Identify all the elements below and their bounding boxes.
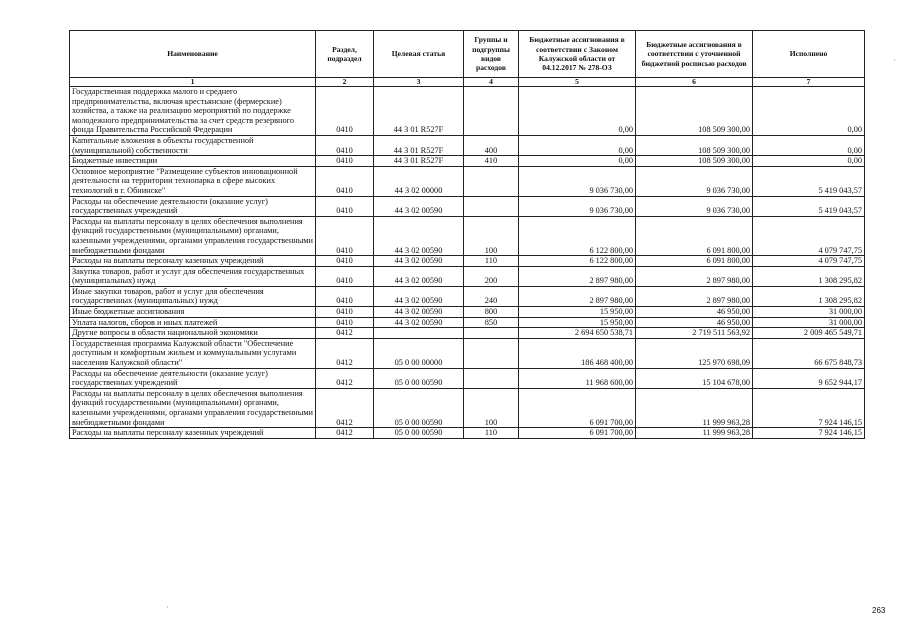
header-row — [70, 31, 865, 78]
row-name: Государственная поддержка малого и среднего предпринимательства, включая крестьянские (фермерские) хозяйства, а также на реализацию мероприятий по поддержке молодежного предпринимательства за счет средств резервного фонда Правительства Российской Федерации — [70, 87, 316, 136]
row-section: 0410 — [316, 216, 374, 255]
table-row — [70, 166, 865, 196]
row-name: Расходы на выплаты персоналу казенных учреждений — [70, 256, 316, 267]
row-executed: 4 079 747,75 — [753, 216, 865, 255]
row-section: 0410 — [316, 196, 374, 216]
row-assigned-updated: 9 036 730,00 — [636, 196, 753, 216]
row-assigned-law: 2 897 980,00 — [519, 266, 636, 286]
table-row — [70, 317, 865, 328]
row-group: 100 — [464, 388, 519, 427]
row-target: 05 0 00 00590 — [374, 368, 464, 388]
column-number: 4 — [464, 78, 519, 87]
row-name: Капитальные вложения в объекты государственной (муниципальной) собственности — [70, 135, 316, 155]
table-body — [70, 87, 865, 439]
row-section: 0412 — [316, 338, 374, 368]
row-assigned-law: 0,00 — [519, 135, 636, 155]
table-row — [70, 266, 865, 286]
row-executed: 7 924 146,15 — [753, 388, 865, 427]
row-group — [464, 328, 519, 339]
row-group: 400 — [464, 135, 519, 155]
row-target: 44 3 01 R527F — [374, 156, 464, 167]
header-assigned-law: Бюджетные ассигнования в соответствии с Законом Калужской области от 04.12.2017 № 278-ОЗ — [519, 31, 636, 78]
row-assigned-updated: 46 950,00 — [636, 307, 753, 318]
row-section: 0412 — [316, 328, 374, 339]
row-assigned-law: 15 950,00 — [519, 317, 636, 328]
table-row — [70, 388, 865, 427]
header-section: Раздел, подраздел — [316, 31, 374, 78]
header-name: Наименование — [70, 31, 316, 78]
row-target: 44 3 02 00590 — [374, 256, 464, 267]
row-assigned-law: 6 122 800,00 — [519, 216, 636, 255]
row-assigned-law: 186 468 400,00 — [519, 338, 636, 368]
row-assigned-updated: 6 091 800,00 — [636, 256, 753, 267]
row-assigned-law: 11 968 600,00 — [519, 368, 636, 388]
scan-mark: · — [893, 56, 896, 65]
row-executed: 7 924 146,15 — [753, 428, 865, 439]
row-assigned-law: 6 122 800,00 — [519, 256, 636, 267]
row-assigned-law: 2 694 650 538,71 — [519, 328, 636, 339]
column-number: 7 — [753, 78, 865, 87]
row-assigned-updated: 108 509 300,00 — [636, 156, 753, 167]
header-executed: Исполнено — [753, 31, 865, 78]
row-group: 800 — [464, 307, 519, 318]
row-group: 200 — [464, 266, 519, 286]
row-executed: 1 308 295,82 — [753, 266, 865, 286]
row-section: 0410 — [316, 256, 374, 267]
row-section: 0410 — [316, 166, 374, 196]
table-row — [70, 216, 865, 255]
row-target: 44 3 02 00590 — [374, 317, 464, 328]
row-assigned-law: 15 950,00 — [519, 307, 636, 318]
table-row — [70, 338, 865, 368]
row-target: 05 0 00 00000 — [374, 338, 464, 368]
row-name: Расходы на выплаты персоналу в целях обеспечения выполнения функций государственными (муниципальными) органами, казенными учреждениями, органами управления государственными внебюджетными фондами — [70, 388, 316, 427]
row-section: 0412 — [316, 388, 374, 427]
scan-mark: · — [166, 603, 169, 612]
row-section: 0410 — [316, 286, 374, 306]
row-name: Бюджетные инвестиции — [70, 156, 316, 167]
row-assigned-updated: 15 104 678,00 — [636, 368, 753, 388]
row-section: 0410 — [316, 156, 374, 167]
column-number: 2 — [316, 78, 374, 87]
row-executed: 9 652 944,17 — [753, 368, 865, 388]
row-group — [464, 338, 519, 368]
table-row — [70, 156, 865, 167]
row-group: 100 — [464, 216, 519, 255]
row-assigned-updated: 108 509 300,00 — [636, 87, 753, 136]
row-assigned-law: 9 036 730,00 — [519, 166, 636, 196]
column-number: 6 — [636, 78, 753, 87]
row-group: 110 — [464, 428, 519, 439]
row-assigned-law: 2 897 980,00 — [519, 286, 636, 306]
row-section: 0412 — [316, 428, 374, 439]
row-section: 0410 — [316, 317, 374, 328]
row-executed: 2 009 465 549,71 — [753, 328, 865, 339]
row-group: 110 — [464, 256, 519, 267]
row-target: 05 0 00 00590 — [374, 428, 464, 439]
row-group — [464, 196, 519, 216]
row-name: Расходы на обеспечение деятельности (оказание услуг) государственных учреждений — [70, 368, 316, 388]
header-groups: Группы и подгруппы видов расходов — [464, 31, 519, 78]
row-executed: 5 419 043,57 — [753, 166, 865, 196]
row-executed: 0,00 — [753, 135, 865, 155]
header-assigned-updated: Бюджетные ассигнования в соответствии с уточненной бюджетной росписью расходов — [636, 31, 753, 78]
row-assigned-updated: 125 970 698,09 — [636, 338, 753, 368]
row-section: 0410 — [316, 307, 374, 318]
row-group: 240 — [464, 286, 519, 306]
row-assigned-updated: 2 897 980,00 — [636, 266, 753, 286]
row-assigned-law: 0,00 — [519, 87, 636, 136]
row-section: 0410 — [316, 87, 374, 136]
row-assigned-updated: 11 999 963,28 — [636, 388, 753, 427]
row-group — [464, 166, 519, 196]
table-row — [70, 368, 865, 388]
row-name: Уплата налогов, сборов и иных платежей — [70, 317, 316, 328]
row-assigned-law: 6 091 700,00 — [519, 388, 636, 427]
row-executed: 4 079 747,75 — [753, 256, 865, 267]
table-row — [70, 196, 865, 216]
row-target: 44 3 02 00590 — [374, 286, 464, 306]
row-target: 44 3 01 R527F — [374, 135, 464, 155]
row-section: 0412 — [316, 368, 374, 388]
row-name: Расходы на выплаты персоналу казенных учреждений — [70, 428, 316, 439]
row-executed: 5 419 043,57 — [753, 196, 865, 216]
row-executed: 31 000,00 — [753, 307, 865, 318]
column-number: 1 — [70, 78, 316, 87]
row-target: 44 3 02 00590 — [374, 307, 464, 318]
row-name: Закупка товаров, работ и услуг для обеспечения государственных (муниципальных) нужд — [70, 266, 316, 286]
row-target: 44 3 02 00590 — [374, 196, 464, 216]
row-target — [374, 328, 464, 339]
table-row — [70, 135, 865, 155]
row-name: Другие вопросы в области национальной экономики — [70, 328, 316, 339]
table-row — [70, 256, 865, 267]
row-name: Государственная программа Калужской области "Обеспечение доступным и комфортным жильем и коммунальными услугами населения Калужской области" — [70, 338, 316, 368]
row-executed: 0,00 — [753, 87, 865, 136]
row-name: Иные закупки товаров, работ и услуг для обеспечения государственных (муниципальных) нужд — [70, 286, 316, 306]
row-target: 44 3 02 00590 — [374, 216, 464, 255]
row-assigned-updated: 6 091 800,00 — [636, 216, 753, 255]
table-row — [70, 286, 865, 306]
table-row — [70, 87, 865, 136]
row-target: 05 0 00 00590 — [374, 388, 464, 427]
header-target: Целевая статья — [374, 31, 464, 78]
row-target: 44 3 02 00590 — [374, 266, 464, 286]
row-name: Основное мероприятие "Размещение субъектов инновационной деятельности на территории технопарка в сфере высоких технологий в г. Обнинске" — [70, 166, 316, 196]
column-number-row — [70, 78, 865, 87]
row-name: Расходы на выплаты персоналу в целях обеспечения выполнения функций государственными (муниципальными) органами, казенными учреждениями, органами управления государственными внебюджетными фондами — [70, 216, 316, 255]
row-group — [464, 368, 519, 388]
row-group — [464, 87, 519, 136]
row-assigned-updated: 108 509 300,00 — [636, 135, 753, 155]
column-number: 3 — [374, 78, 464, 87]
row-executed: 1 308 295,82 — [753, 286, 865, 306]
row-name: Иные бюджетные ассигнования — [70, 307, 316, 318]
row-section: 0410 — [316, 135, 374, 155]
row-assigned-updated: 46 950,00 — [636, 317, 753, 328]
row-executed: 31 000,00 — [753, 317, 865, 328]
row-assigned-law: 9 036 730,00 — [519, 196, 636, 216]
row-assigned-updated: 2 719 511 563,92 — [636, 328, 753, 339]
table-row — [70, 328, 865, 339]
row-group: 850 — [464, 317, 519, 328]
row-target: 44 3 02 00000 — [374, 166, 464, 196]
row-executed: 0,00 — [753, 156, 865, 167]
row-target: 44 3 01 R527F — [374, 87, 464, 136]
table-row — [70, 428, 865, 439]
row-name: Расходы на обеспечение деятельности (оказание услуг) государственных учреждений — [70, 196, 316, 216]
budget-table — [69, 30, 865, 439]
row-group: 410 — [464, 156, 519, 167]
row-assigned-law: 6 091 700,00 — [519, 428, 636, 439]
table-row — [70, 307, 865, 318]
page-number: 263 — [872, 606, 886, 615]
row-assigned-updated: 11 999 963,28 — [636, 428, 753, 439]
row-assigned-updated: 9 036 730,00 — [636, 166, 753, 196]
row-assigned-updated: 2 897 980,00 — [636, 286, 753, 306]
column-number: 5 — [519, 78, 636, 87]
row-executed: 66 675 848,73 — [753, 338, 865, 368]
row-assigned-law: 0,00 — [519, 156, 636, 167]
row-section: 0410 — [316, 266, 374, 286]
